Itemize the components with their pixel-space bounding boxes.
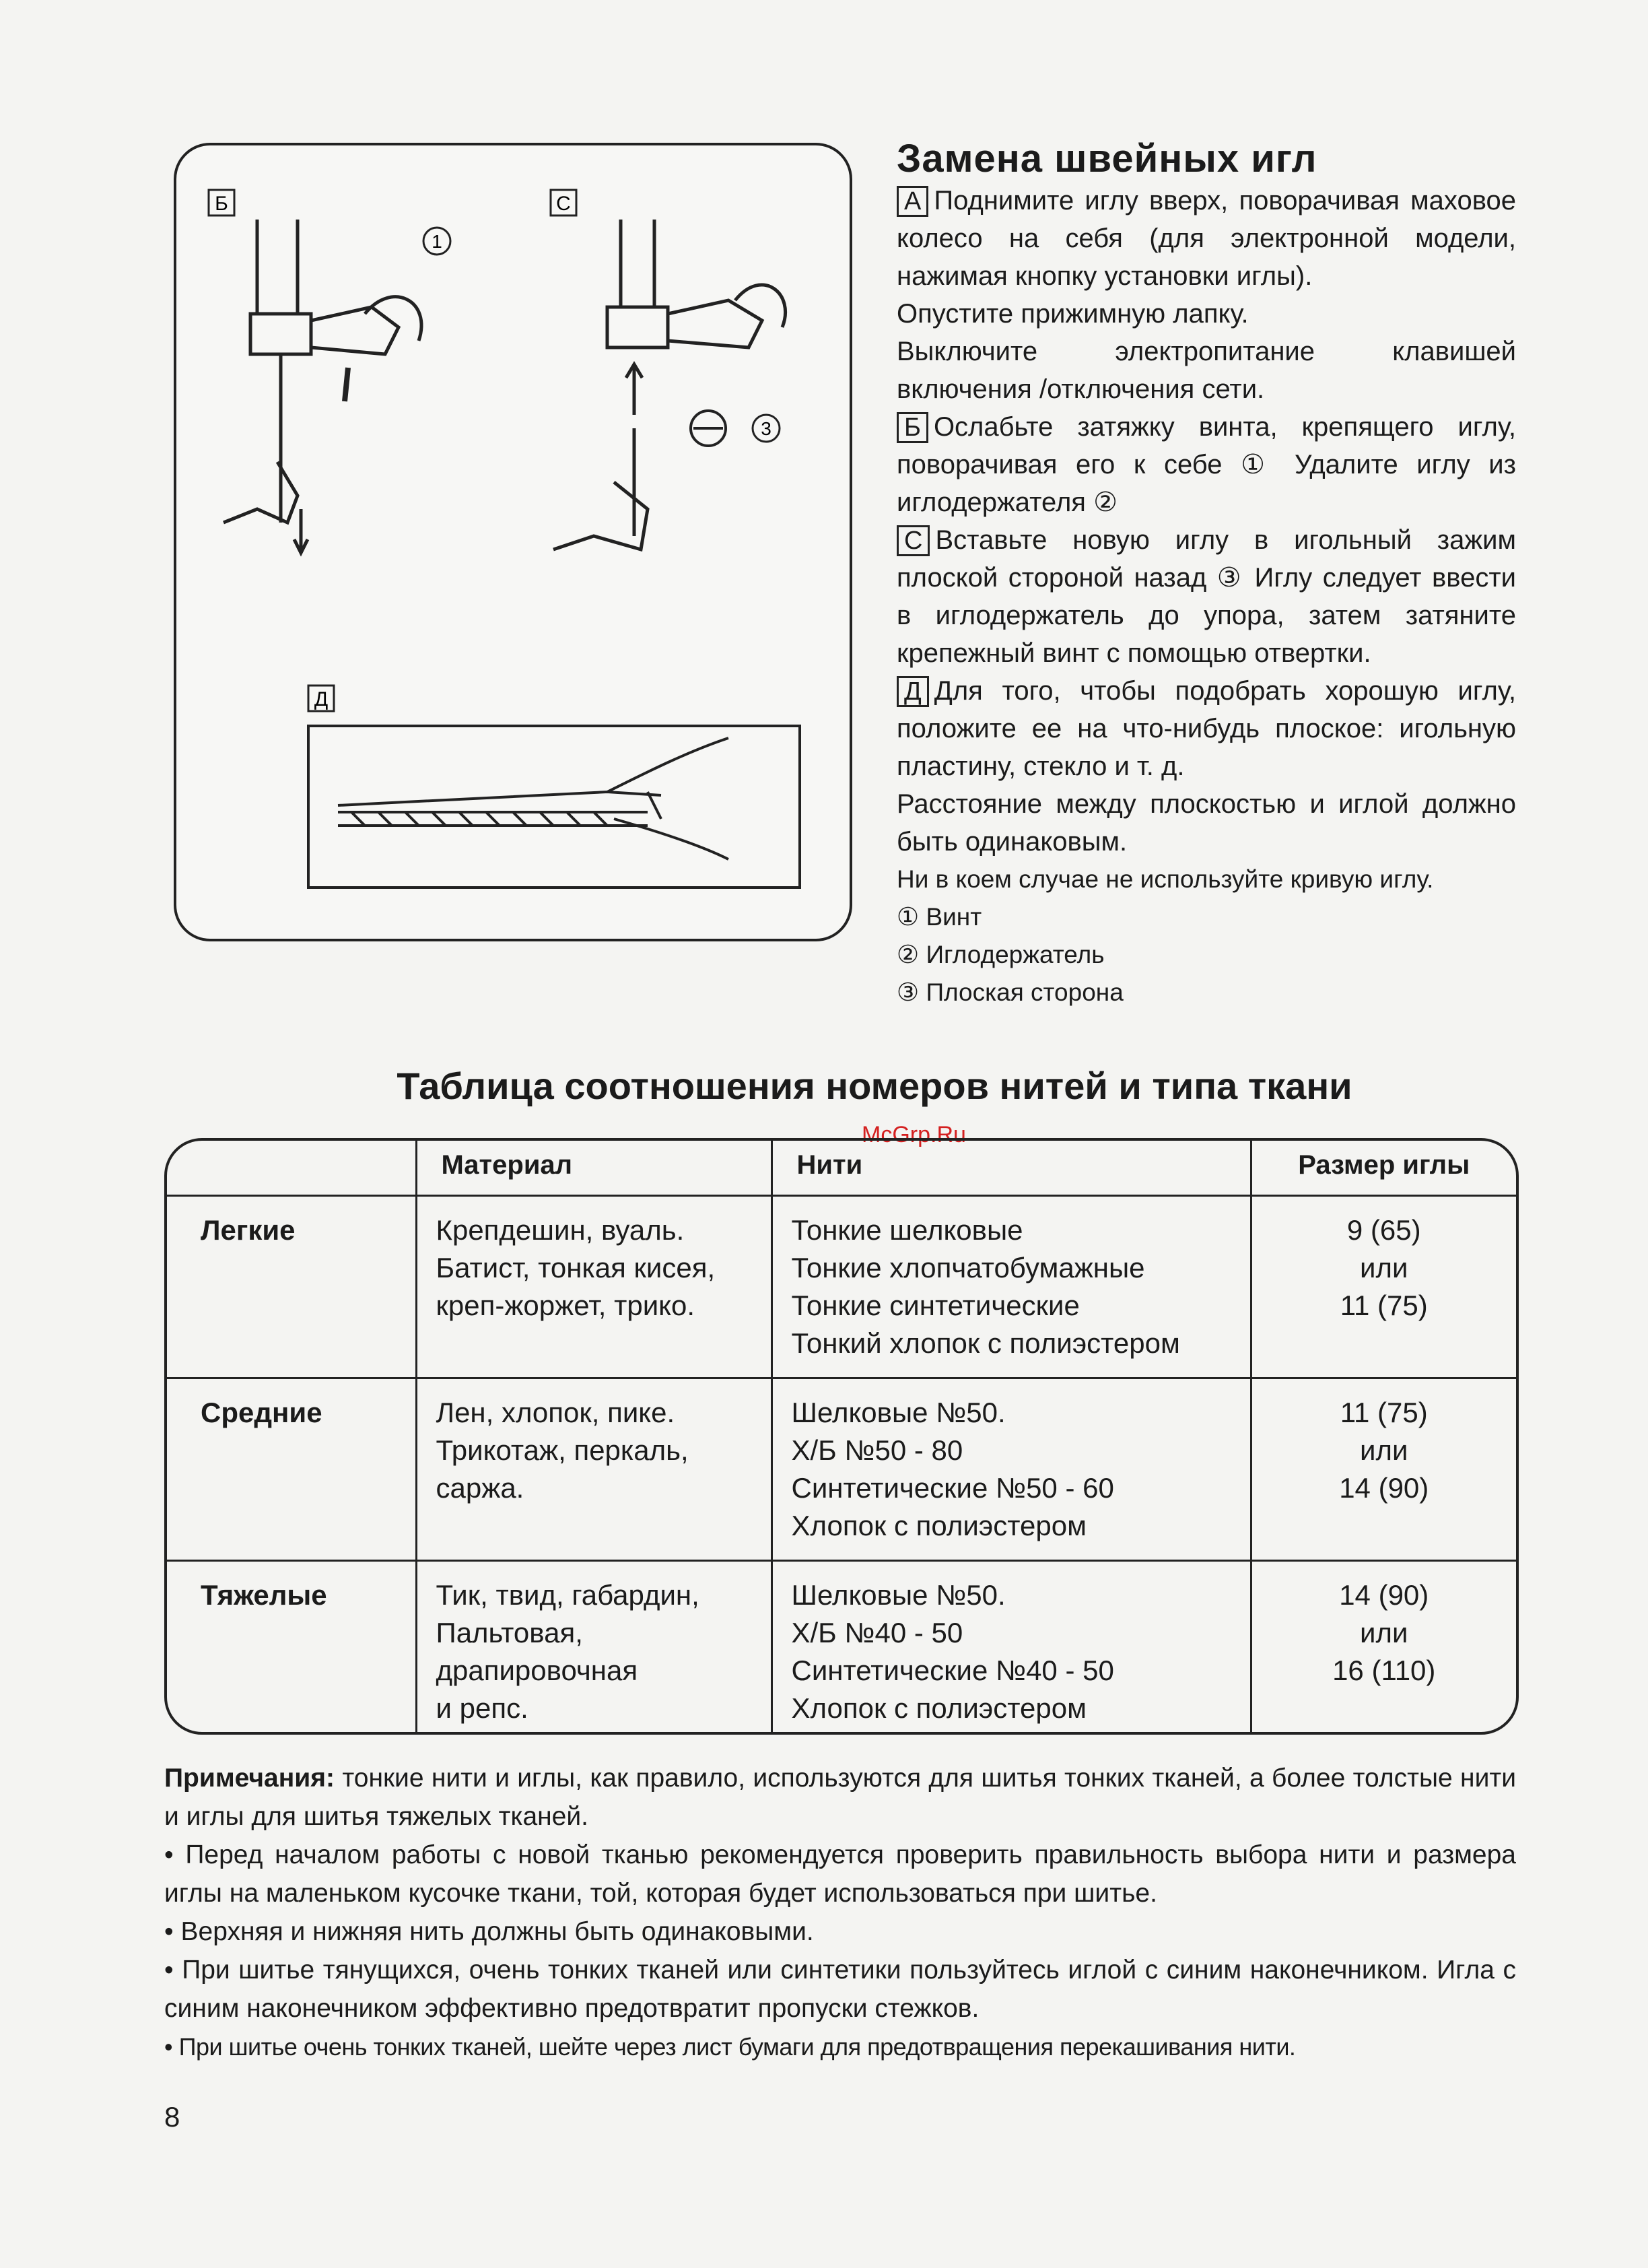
header-threads: Нити [771,1141,1251,1196]
size-line: или [1360,1434,1408,1466]
panel-b-drawing [224,220,421,553]
material-line: Тик, твид, габардин, [436,1579,699,1611]
row-needle-size [1251,1378,1516,1561]
table-title: Таблица соотношения номеров нитей и типа ткани [397,1065,1352,1107]
size-line: или [1360,1252,1408,1283]
material-line: и репс. [436,1692,528,1724]
step-b-label: Б [897,412,928,443]
legend-screw: ① Винт [897,903,982,931]
thread-line: Тонкие шелковые [791,1214,1023,1246]
instructions [897,182,1516,1011]
needle-illustration [176,145,850,939]
thread-line: Хлопок с полиэстером [791,1692,1087,1724]
row-needle-size [1251,1561,1516,1735]
page-number: 8 [164,2101,180,2133]
instruction-b-text: Ослабьте затяжку винта, крепящего иглу, поворачивая его к себе ① Удалите иглу из иглодержателя ② [897,412,1516,517]
note-bullet: • Перед началом работы с новой тканью рекомендуется проверить правильность выбора нити и размера иглы на маленьком кусочке ткани, той, которая будет использоваться при шитье. [164,1840,1516,1908]
instruction-warning: Ни в коем случае не используйте кривую иглу. [897,865,1434,893]
panel-d-drawing [338,738,728,859]
notes-intro [164,1759,1516,1836]
instruction-distance: Расстояние между плоскостью и иглой должно быть одинаковым. [897,789,1516,857]
callout-3-label: 3 [761,418,771,439]
panel-d-label: Д [314,688,329,710]
thread-line: Синтетические №40 - 50 [791,1655,1114,1686]
callout-1-label: 1 [432,231,442,252]
material-line: Батист, тонкая кисея, [436,1252,716,1283]
note-bullet: • При шитье очень тонких тканей, шейте через лист бумаги для предотвращения перекашивания нити. [164,2033,1296,2061]
row-category: Тяжелые [167,1561,416,1735]
size-line: 14 (90) [1339,1579,1429,1611]
needle-illustration-panel [174,143,852,941]
instruction-a [897,182,1516,295]
thread-line: Тонкий хлопок с полиэстером [791,1327,1180,1359]
step-c-label: С [897,525,930,556]
header-material: Материал [416,1141,771,1196]
size-line: 16 (110) [1332,1655,1436,1686]
size-line: 14 (90) [1339,1472,1429,1504]
material-line: саржа. [436,1472,524,1504]
legend-needle-holder: ② Иглодержатель [897,941,1105,968]
header-needle-size: Размер иглы [1251,1141,1516,1196]
row-threads [771,1378,1251,1561]
watermark-text: McGrp.Ru [862,1122,966,1147]
panel-d-frame [308,726,800,888]
material-line: креп-жоржет, трико. [436,1290,695,1321]
thread-line: Тонкие хлопчатобумажные [791,1252,1145,1283]
size-line: 9 (65) [1346,1214,1421,1246]
material-line: Трикотаж, перкаль, [436,1434,689,1466]
notes-label: Примечания: [164,1764,335,1793]
thread-line: Шелковые №50. [791,1579,1006,1611]
thread-line: Х/Б №50 - 80 [791,1434,963,1466]
step-a-label: А [897,186,928,217]
row-material [416,1196,771,1378]
row-material [416,1561,771,1735]
material-line: Лен, хлопок, пике. [436,1397,675,1428]
material-line: Крепдешин, вуаль. [436,1214,685,1246]
row-needle-size [1251,1196,1516,1378]
thread-line: Х/Б №40 - 50 [791,1617,963,1648]
panel-c-drawing [553,220,786,549]
row-category: Легкие [167,1196,416,1378]
instruction-lower-foot: Опустите прижимную лапку. [897,299,1249,329]
thread-line: Синтетические №50 - 60 [791,1472,1114,1504]
size-line: или [1360,1617,1408,1648]
material-line: Пальтовая, [436,1617,583,1648]
table-row [167,1196,1516,1378]
section-title: Замена швейных игл [897,137,1317,180]
thread-line: Шелковые №50. [791,1397,1006,1428]
size-line: 11 (75) [1340,1290,1428,1321]
row-category: Средние [167,1378,416,1561]
row-threads [771,1196,1251,1378]
header-category [167,1141,416,1196]
table-row [167,1561,1516,1735]
size-line: 11 (75) [1340,1397,1428,1428]
instruction-c-text: Вставьте новую иглу в игольный зажим плоской стороной назад ③ Иглу следует ввести в иглодержатель до упора, затем затяните крепежный винт с помощью отвертки. [897,525,1516,668]
notes-intro-text: тонкие нити и иглы, как правило, используются для шитья тонких тканей, а более толстые нити и иглы для шитья тяжелых тканей. [164,1764,1517,1831]
thread-line: Тонкие синтетические [791,1290,1080,1321]
panel-b-label: Б [215,193,228,215]
legend-flat-side: ③ Плоская сторона [897,978,1124,1006]
thread-fabric-table [164,1138,1519,1735]
note-bullet: • При шитье тянущихся, очень тонких тканей или синтетики пользуйтесь иглой с синим наконечником. Игла с синим наконечником эффективно предотвратит пропуски стежков. [164,1956,1516,2023]
instruction-a-text: Поднимите иглу вверх, поворачивая маховое колесо на себя (для электронной модели, нажимая кнопку установки иглы). [897,186,1516,291]
panel-c-label: С [556,193,571,215]
instruction-power-off: Выключите электропитание клавишей включения /отключения сети. [897,337,1516,404]
table-header-row [167,1141,1516,1196]
thread-line: Хлопок с полиэстером [791,1510,1087,1541]
table-row [167,1378,1516,1561]
row-threads [771,1561,1251,1735]
instruction-d [897,672,1516,785]
material-line: драпировочная [436,1655,638,1686]
instruction-b [897,408,1516,521]
instruction-d-text: Для того, чтобы подобрать хорошую иглу, положите ее на что-нибудь плоское: игольную пластину, стекло и т. д. [897,676,1516,781]
step-d-label: Д [897,676,929,707]
notes [164,1759,1516,2066]
note-bullet: • Верхняя и нижняя нить должны быть одинаковыми. [164,1917,814,1946]
row-material [416,1378,771,1561]
instruction-c [897,521,1516,672]
